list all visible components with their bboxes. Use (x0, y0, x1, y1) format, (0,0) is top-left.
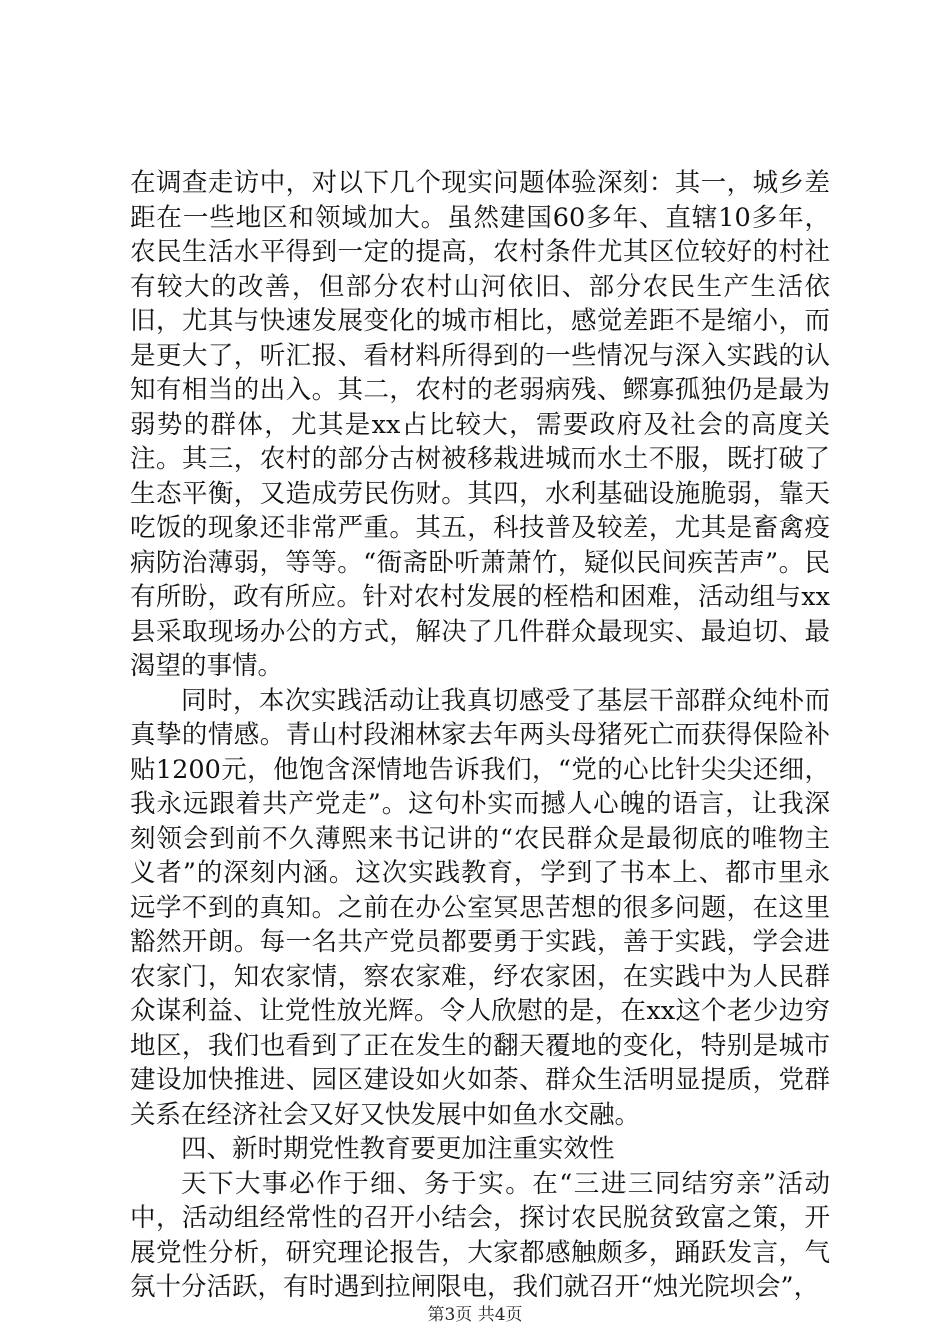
paragraph-field-visit-findings: 在调查走访中，对以下几个现实问题体验深刻：其一，城乡差距在一些地区和领域加大。虽然建国60多年、直辖10多年，农民生活水平得到一定的提高，农村条件尤其区位较好的村社有较大的改善，但部分农村山河依旧、部分农民生产生活依旧，尤其与快速发展变化的城市相比，感觉差距不是缩小，而是更大了，听汇报、看材料所得到的一些情况与深入实践的认知有相当的出入。其二，农村的老弱病残、鳏寡孤独仍是最为弱势的群体，尤其是xx占比较大，需要政府及社会的高度关注。其三，农村的部分古树被移栽进城而水土不服，既打破了生态平衡，又造成劳民伤财。其四，水利基础设施脆弱，靠天吃饭的现象还非常严重。其五，科技普及较差，尤其是畜禽疫病防治薄弱，等等。“衙斋卧听萧萧竹，疑似民间疾苦声”。民有所盼，政有所应。针对农村发展的桎梏和困难，活动组与xx县采取现场办公的方式，解决了几件群众最现实、最迫切、最渴望的事情。 (130, 168, 830, 681)
page-footer (0, 1300, 950, 1325)
page-number: 第3页 共4页 (427, 1305, 523, 1325)
paragraph-grassroots-feelings: 同时，本次实践活动让我真切感受了基层干部群众纯朴而真挚的情感。青山村段湘林家去年两头母猪死亡而获得保险补贴1200元，他饱含深情地告诉我们，“党的心比针尖尖还细，我永远跟着共产党走”。这句朴实而撼人心魄的语言，让我深刻领会到前不久薄熙来书记讲的“农民群众是最彻底的唯物主义者”的深刻内涵。这次实践教育，学到了书本上、都市里永远学不到的真知。之前在办公室冥思苦想的很多问题，在这里豁然开朗。每一名共产党员都要勇于实践，善于实践，学会进农家门，知农家情，察农家难，纾农家困，在实践中为人民群众谋利益、让党性放光辉。令人欣慰的是，在xx这个老少边穷地区，我们也看到了正在发生的翻天覆地的变化，特别是城市建设加快推进、园区建设如火如荼、群众生活明显提质，党群关系在经济社会又好又快发展中如鱼水交融。 (130, 685, 830, 1130)
paragraph-practical-effect: 天下大事必作于细、务于实。在“三进三同结穷亲”活动中，活动组经常性的召开小结会，探讨农民脱贫致富之策，开展党性分析，研究理论报告，大家都感触颇多，踊跃发言，气氛十分活跃，有时遇到拉闸限电，我们就召开“烛光院坝会”， (130, 1168, 830, 1302)
section-heading-four: 四、新时期党性教育要更加注重实效性 (181, 1134, 615, 1164)
document-body (130, 166, 830, 1305)
